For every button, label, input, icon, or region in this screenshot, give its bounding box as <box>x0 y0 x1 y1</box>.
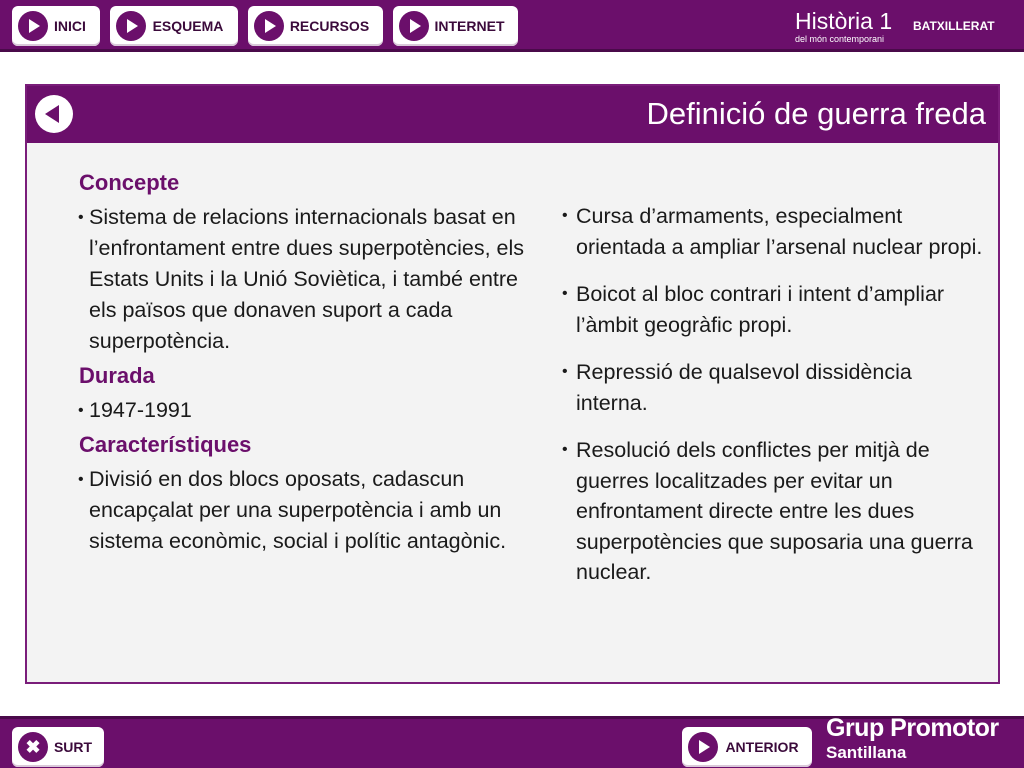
caracteristiques-heading: Característiques <box>79 432 252 457</box>
list-item: • Resolució dels conflictes per mitjà de guerres localitzades per evitar un enfrontament directe entre les dues superpotències que suposaria una guerra nuclear. <box>563 435 983 588</box>
brand-level: BATXILLERAT <box>913 19 995 33</box>
publisher-logo-sub: Santillana <box>826 743 907 762</box>
back-arrow-icon[interactable] <box>35 95 73 133</box>
internet-label: INTERNET <box>434 18 505 34</box>
list-item: • Cursa d’armaments, especialment orientada a ampliar l’arsenal nuclear propi. <box>563 201 983 262</box>
left-column <box>79 167 549 560</box>
inici-button[interactable] <box>12 6 100 46</box>
exit-button[interactable] <box>12 727 104 767</box>
inici-label: INICI <box>54 18 86 34</box>
internet-button[interactable] <box>393 6 518 46</box>
concept-heading: Concepte <box>79 170 180 195</box>
play-icon <box>18 11 48 41</box>
publisher-logo: Grup Promotor <box>826 714 999 742</box>
list-item: • Boicot al bloc contrari i intent d’ampliar l’àmbit geogràfic propi. <box>563 279 983 340</box>
brand-subtitle: del món contemporani <box>795 34 885 44</box>
durada-text: • 1947-1991 <box>79 395 549 426</box>
caracteristiques-text: • Divisió en dos blocs oposats, cadascun encapçalat per una superpotència i amb un sistema econòmic, social i polític antagònic. <box>79 464 549 557</box>
recursos-label: RECURSOS <box>289 18 370 34</box>
concept-text: • Sistema de relacions internacionals basat en l’enfrontament entre dues superpotències, els Estats Units i la Unió Soviètica, i també entre els països que donaven suport a cada superpotència. <box>79 202 549 357</box>
durada-heading: Durada <box>79 363 155 388</box>
play-icon <box>399 11 429 41</box>
top-navigation-bar <box>0 0 1024 52</box>
recursos-button[interactable] <box>248 6 383 46</box>
play-icon <box>688 732 718 762</box>
exit-label: SURT <box>53 739 93 755</box>
list-item: • Repressió de qualsevol dissidència interna. <box>563 357 983 418</box>
esquema-button[interactable] <box>110 6 238 46</box>
esquema-label: ESQUEMA <box>152 18 224 34</box>
right-column <box>563 201 983 605</box>
close-icon: ✖ <box>18 732 48 762</box>
previous-button[interactable] <box>682 727 812 767</box>
content-panel <box>25 84 1000 684</box>
brand-title: Història 1 <box>795 8 893 34</box>
play-icon <box>116 11 146 41</box>
play-icon <box>254 11 284 41</box>
previous-label: ANTERIOR <box>725 739 799 755</box>
page-title: Definició de guerra freda <box>646 96 986 131</box>
panel-header <box>27 86 998 143</box>
